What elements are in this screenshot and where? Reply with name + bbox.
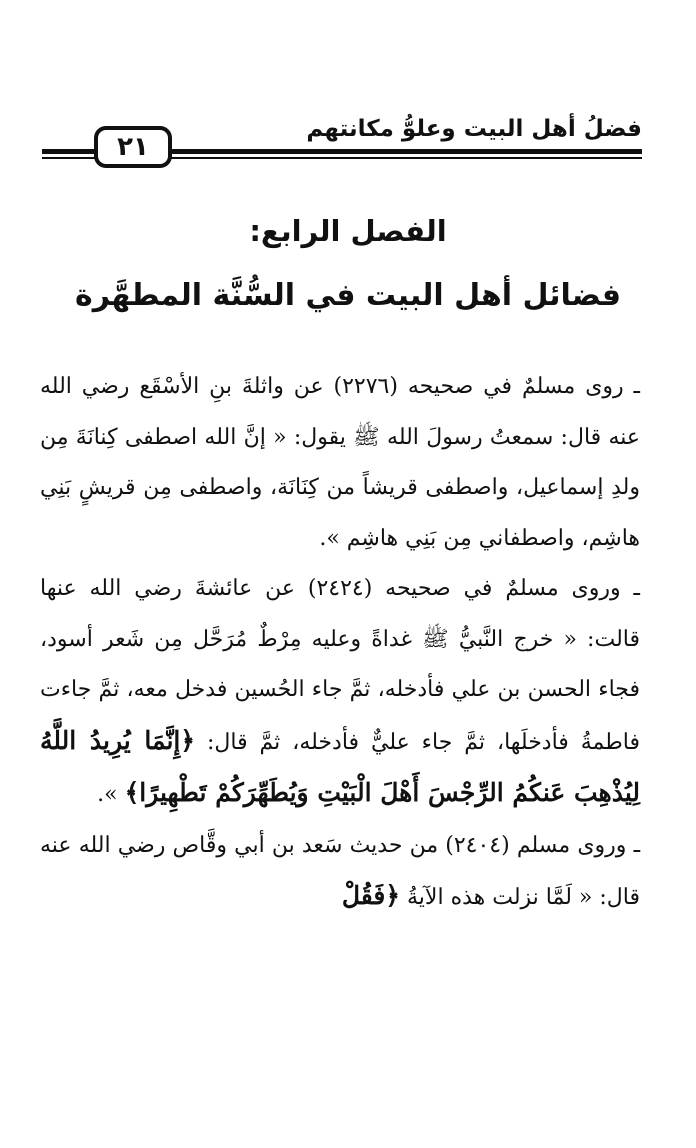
paragraph-2	[40, 564, 640, 821]
body-text	[40, 362, 640, 924]
quran-verse: ﴿إِنَّمَا يُرِيدُ اللَّهُ لِيُذْهِبَ عَنكُمُ الرِّجْسَ أَهْلَ الْبَيْتِ وَيُطَهِّرَكُمْ تَطْهِيرًا﴾	[40, 725, 640, 807]
page-number-frame	[94, 126, 172, 168]
running-title: فضلُ أهل البيت وعلوُّ مكانتهم	[306, 116, 642, 142]
paragraph-1	[40, 362, 640, 564]
page-header	[42, 116, 642, 174]
chapter-label: الفصل الرابع:	[249, 214, 447, 248]
paragraph-3	[40, 821, 640, 924]
chapter-title: فضائل أهل البيت في السُّنَّة المطهَّرة	[75, 278, 621, 313]
paragraph-text: ـ وروى مسلم (٢٤٠٤) من حديث سَعد بن أبي وقَّاص رضي الله عنه قال: « لَمَّا نزلت هذه الآيةُ	[40, 832, 641, 910]
paragraph-text: ـ روى مسلمٌ في صحيحه (٢٢٧٦) عن واثلةَ بنِ الأسْقَع رضي الله عنه قال: سمعتُ رسولَ الله ﷺ يقول: « إنَّ الله اصطفى كِنانَةَ مِن ولدِ إسماعيل، واصطفى قريشاً من كِنَانَة، واصطفى مِن قريشٍ بَنِي هاشِم، واصطفاني مِن بَنِي هاشِم ».	[40, 374, 640, 551]
quran-verse: ﴿فَقُلْ	[341, 881, 400, 910]
page-number: ٢١	[117, 132, 149, 162]
paragraph-text: ـ وروى مسلمٌ في صحيحه (٢٤٢٤) عن عائشةَ رضي الله عنها قالت: « خرج النَّبيُّ ﷺ غداةً وعليه مِرْطٌ مُرَحَّل مِن شَعر أسود، فجاء الحسن بن علي فأدخله، ثمَّ جاء الحُسين فدخل معه، ثمَّ جاءت فاطمةُ فأدخلَها، ثمَّ جاء عليٌّ فأدخله، ثمَّ قال:	[40, 576, 641, 755]
paragraph-tail: ».	[97, 782, 118, 807]
